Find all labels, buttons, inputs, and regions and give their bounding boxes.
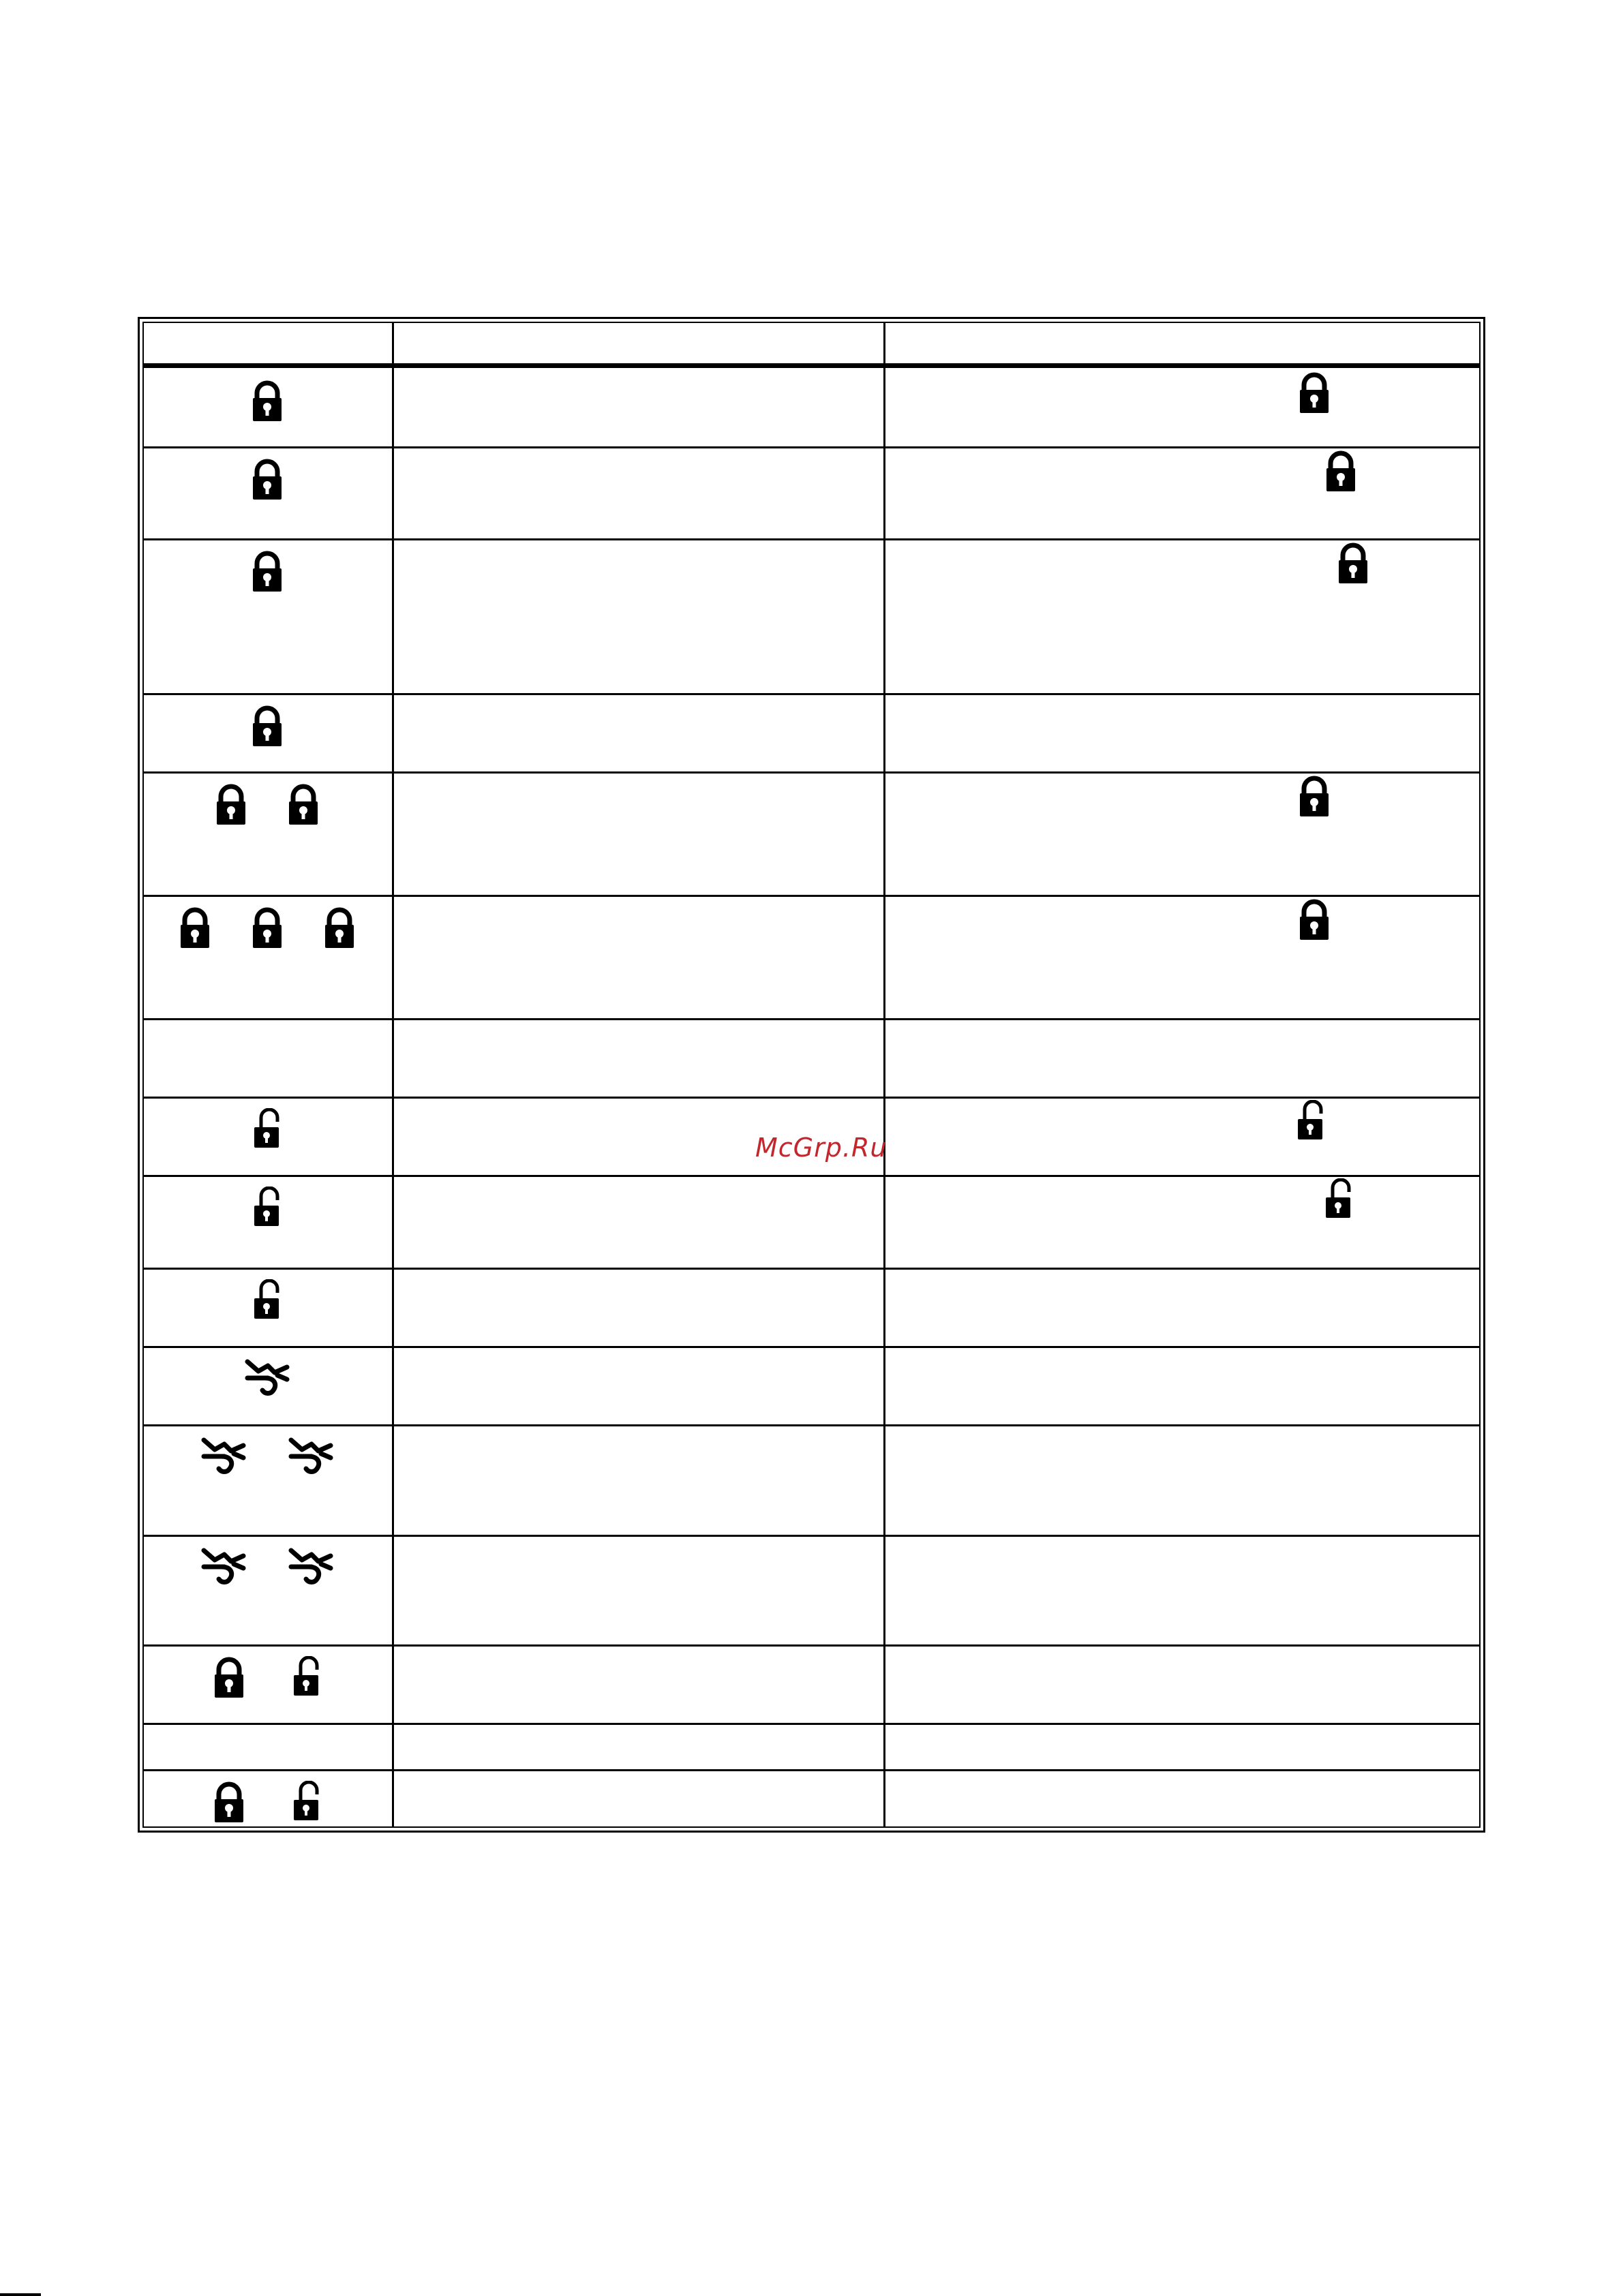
- lock-closed-icon: [288, 783, 319, 825]
- row-1-symbol-group: [252, 380, 283, 422]
- row-6-symbol-group: [179, 906, 355, 949]
- row-divider: [142, 895, 1481, 897]
- corner-mark: [0, 2293, 41, 2296]
- row-9-inline-symbol: [1324, 1178, 1353, 1219]
- trunk-icon: [245, 1358, 290, 1400]
- row-5-symbol-group: [215, 783, 319, 825]
- row-3-inline-symbol: [1337, 542, 1369, 584]
- row-divider: [142, 1346, 1481, 1348]
- row-2-inline-symbol: [1325, 450, 1356, 492]
- lock-open-icon: [253, 1279, 282, 1320]
- row-14-symbol-group: [213, 1656, 321, 1698]
- row-divider: [142, 538, 1481, 540]
- lock-closed-icon: [179, 906, 211, 949]
- lock-closed-icon: [252, 550, 283, 592]
- lock-closed-icon: [213, 1656, 245, 1698]
- lock-closed-icon: [252, 380, 283, 422]
- row-16-symbol-group: [213, 1781, 321, 1823]
- trunk-icon: [201, 1546, 246, 1589]
- row-8-inline-symbol: [1296, 1100, 1325, 1141]
- lock-closed-icon: [1325, 450, 1356, 492]
- row-4-symbol-group: [252, 705, 283, 747]
- row-divider: [142, 1175, 1481, 1177]
- row-11-symbol-group: [245, 1358, 290, 1400]
- column-divider: [883, 322, 885, 1828]
- lock-closed-icon: [252, 458, 283, 500]
- row-divider: [142, 1644, 1481, 1647]
- row-5-inline-symbol: [1299, 775, 1330, 817]
- row-divider: [142, 1769, 1481, 1771]
- lock-open-icon: [1296, 1100, 1325, 1141]
- lock-closed-icon: [1299, 898, 1330, 940]
- row-3-symbol-group: [252, 550, 283, 592]
- row-6-inline-symbol: [1299, 898, 1330, 940]
- trunk-icon: [288, 1546, 333, 1589]
- row-13-symbol-group: [201, 1546, 333, 1589]
- lock-open-icon: [1324, 1178, 1353, 1219]
- lock-closed-icon: [1299, 775, 1330, 817]
- row-divider: [142, 1723, 1481, 1725]
- lock-closed-icon: [324, 906, 355, 949]
- column-divider: [392, 322, 394, 1828]
- lock-closed-icon: [215, 783, 247, 825]
- row-9-symbol-group: [253, 1187, 282, 1227]
- lock-open-icon: [253, 1108, 282, 1149]
- lock-open-icon: [292, 1781, 321, 1822]
- table-inner-frame: [142, 322, 1481, 1828]
- lock-closed-icon: [213, 1781, 245, 1823]
- row-divider: [142, 1424, 1481, 1426]
- row-divider: [142, 1535, 1481, 1537]
- lock-closed-icon: [1337, 542, 1369, 584]
- watermark: McGrp.Ru: [755, 1133, 888, 1163]
- row-10-symbol-group: [253, 1279, 282, 1320]
- row-divider: [142, 446, 1481, 448]
- header-rule: [142, 363, 1481, 368]
- trunk-icon: [201, 1436, 246, 1478]
- row-divider: [142, 771, 1481, 774]
- lock-open-icon: [292, 1656, 321, 1697]
- row-2-symbol-group: [252, 458, 283, 500]
- lock-closed-icon: [1299, 371, 1330, 414]
- row-12-symbol-group: [201, 1436, 333, 1478]
- lock-open-icon: [253, 1187, 282, 1227]
- row-divider: [142, 1097, 1481, 1099]
- row-divider: [142, 1268, 1481, 1270]
- row-8-symbol-group: [253, 1108, 282, 1149]
- lock-closed-icon: [252, 906, 283, 949]
- row-1-inline-symbol: [1299, 371, 1330, 414]
- row-divider: [142, 693, 1481, 695]
- lock-closed-icon: [252, 705, 283, 747]
- trunk-icon: [288, 1436, 333, 1478]
- row-divider: [142, 1018, 1481, 1020]
